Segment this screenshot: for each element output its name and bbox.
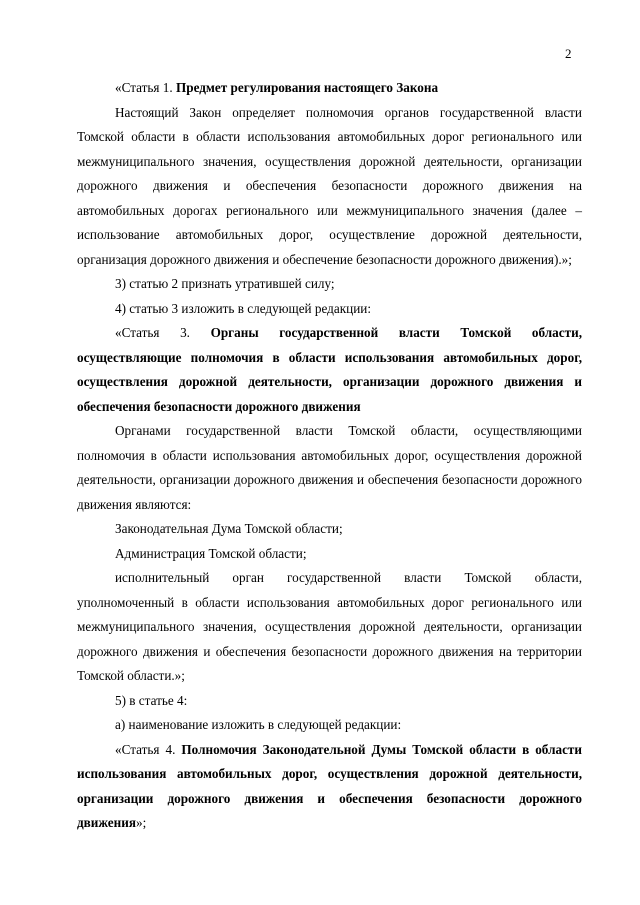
item-4: 4) статью 3 изложить в следующей редакции:	[115, 300, 371, 316]
document-body	[77, 76, 582, 836]
list-item: Администрация Томской области;	[115, 545, 307, 561]
article-1-title: Предмет регулирования настоящего Закона	[175, 80, 439, 95]
article-3-prefix: «Статья 3.	[115, 325, 211, 340]
article-4-prefix: «Статья 4.	[115, 741, 182, 757]
article-3-title: Органы государственной власти Томской области, осуществляющие полномочия в области использования автомобильных дорог, осуществления дорожной деятельности, организации дорожного движения и обеспечения безопасности дорожного движения	[77, 325, 582, 414]
paragraph-authorities: Органами государственной власти Томской области, осуществляющими полномочия в области использования автомобильных дорог, осуществления дорожной деятельности, организации дорожного движения и обеспечения безопасности дорожного движения являются:	[77, 423, 582, 512]
paragraph-scope: Настоящий Закон определяет полномочия органов государственной власти Томской области в области использования автомобильных дорог регионального или межмуниципального значения, осуществления дорожной деятельности, организации дорожного движения и обеспечения безопасности дорожного движения на автомобильных дорогах регионального или межмуниципального значения (далее – использование автомобильных дорог, осуществление дорожной деятельности, организация дорожного движения и обеспечение безопасности дорожного движения).»;	[77, 104, 582, 267]
item-5a: а) наименование изложить в следующей редакции:	[115, 717, 402, 732]
item-3: 3) статью 2 признать утратившей силу;	[115, 276, 335, 291]
article-1-prefix: «Статья 1.	[115, 80, 176, 95]
list-item: Законодательная Дума Томской области;	[115, 521, 343, 536]
list-item: исполнительный орган государственной власти Томской области, уполномоченный в области использования автомобильных дорог регионального или межмуниципального значения, осуществления дорожной деятельности, организации дорожного движения и обеспечения безопасности дорожного движения на территории Томской области.»;	[77, 570, 582, 683]
article-4-title: Полномочия Законодательной Думы Томской области в области использования автомобильных дорог, осуществления дорожной деятельности, организации дорожного движения и обеспечения безопасности дорожного движения	[77, 741, 582, 830]
item-5: 5) в статье 4:	[115, 692, 188, 708]
article-1-heading	[77, 76, 582, 101]
page-number: 2	[565, 46, 572, 61]
article-3-heading	[77, 321, 582, 419]
article-4-heading	[77, 738, 582, 836]
article-4-suffix: »;	[135, 815, 147, 830]
